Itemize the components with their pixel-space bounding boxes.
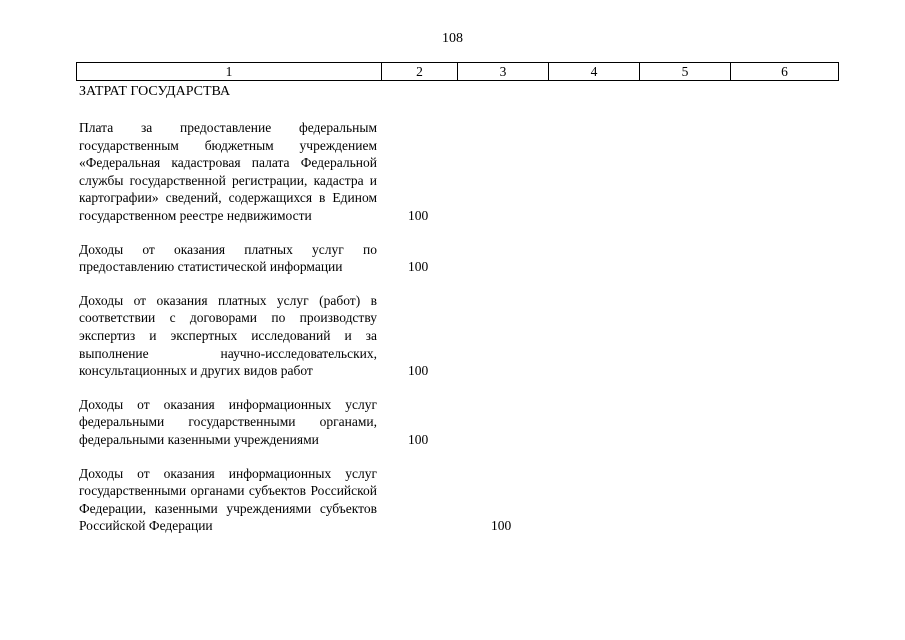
- table-row: [79, 465, 839, 535]
- row-description: Плата за предоставление федеральным государственным бюджетным учреждением «Федеральная кадастровая палата Федеральной службы государственной регистрации, кадастра и картографии» сведений, содержащихся в Едином государственном реестре недвижимости: [79, 120, 377, 223]
- table-row: [79, 396, 839, 449]
- row-description: Доходы от оказания информационных услуг государственными органами субъектов Российской Федерации, казенными учреждениями субъектов Российской Федерации: [79, 465, 377, 534]
- row-value-col2: 100: [408, 259, 429, 275]
- column-header-3: 3: [458, 63, 549, 81]
- column-header-6: 6: [731, 63, 839, 81]
- row-description: Доходы от оказания информационных услуг федеральными государственными органами, федеральными казенными учреждениями: [79, 396, 377, 447]
- page-number: 108: [442, 31, 463, 46]
- column-header-1: 1: [77, 63, 382, 81]
- row-value-col2: 100: [408, 431, 429, 447]
- row-description: Доходы от оказания платных услуг по предоставлению статистической информации: [79, 241, 377, 275]
- row-value-col3: 100: [491, 518, 512, 534]
- row-value-col2: 100: [408, 363, 429, 379]
- table-row: [79, 292, 839, 380]
- column-header-5: 5: [640, 63, 731, 81]
- table-row: [79, 241, 839, 276]
- column-header-row: [77, 63, 839, 81]
- section-title: ЗАТРАТ ГОСУДАРСТВА: [79, 84, 231, 99]
- row-value-col2: 100: [408, 207, 429, 223]
- column-header-4: 4: [549, 63, 640, 81]
- table-row: [79, 119, 839, 225]
- column-header-2: 2: [382, 63, 458, 81]
- column-header-table: [76, 62, 839, 81]
- document-content: [79, 83, 839, 551]
- row-description: Доходы от оказания платных услуг (работ) в соответствии с договорами по производству экспертиз и экспертных исследований и за выполнение научно-исследовательских, консультационных и других видов работ: [79, 292, 377, 379]
